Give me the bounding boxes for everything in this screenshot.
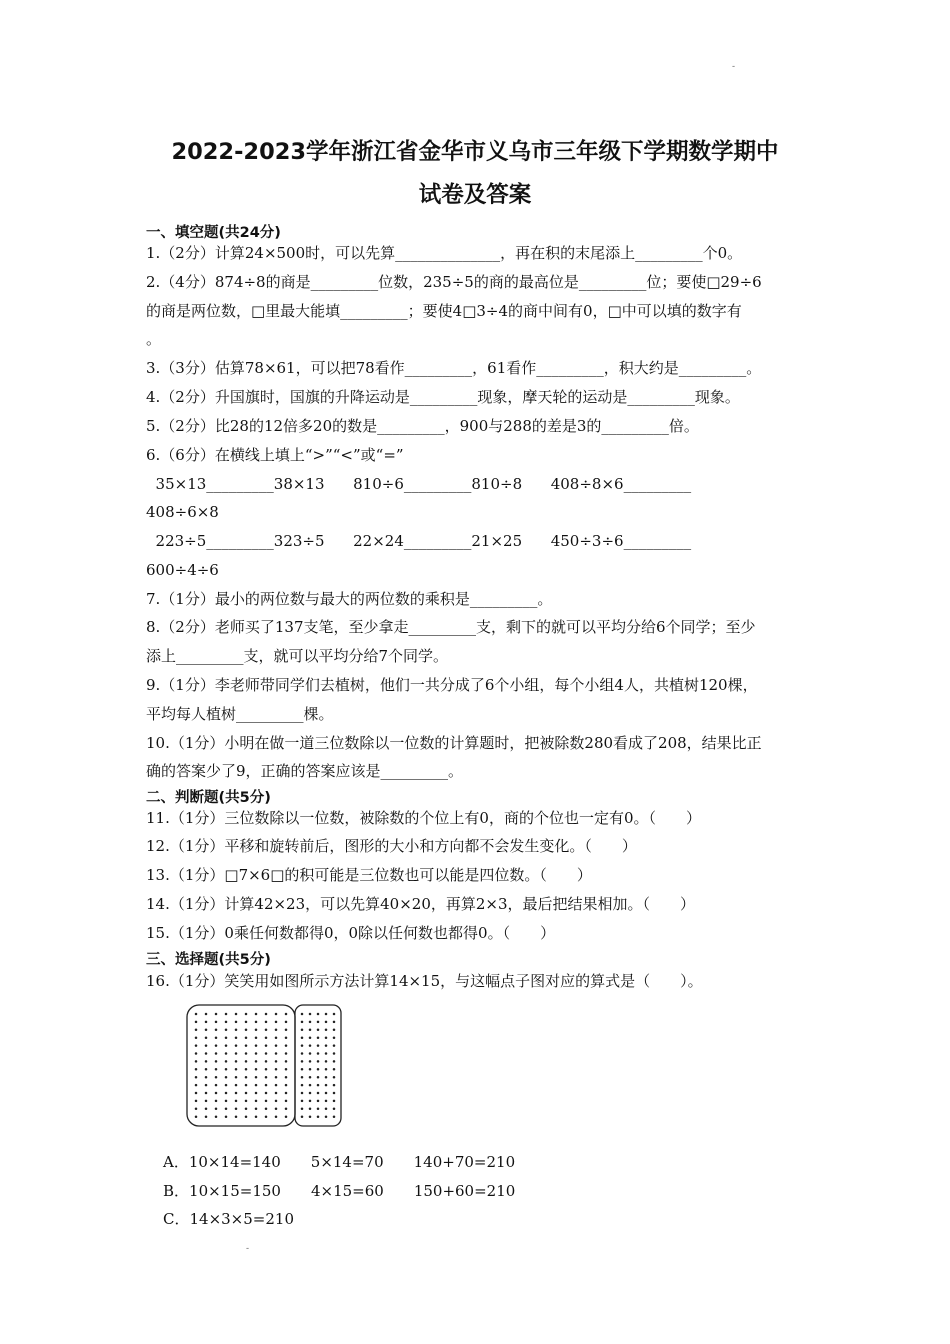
dot <box>255 1100 258 1103</box>
dot <box>235 1021 238 1024</box>
dot <box>235 1108 238 1111</box>
dot <box>215 1084 218 1087</box>
question-6: 6.（6分）在横线上填上“>”“<”或“=” <box>146 446 404 464</box>
dot <box>301 1108 304 1111</box>
dot <box>317 1100 320 1103</box>
dot <box>309 1052 312 1055</box>
dot <box>325 1060 328 1063</box>
dot <box>333 1076 336 1079</box>
dot <box>317 1029 320 1032</box>
dot <box>225 1084 228 1087</box>
dot <box>309 1108 312 1111</box>
dot <box>235 1013 238 1016</box>
dot <box>275 1068 278 1071</box>
dot <box>285 1052 288 1055</box>
dot <box>265 1029 268 1032</box>
dot <box>215 1108 218 1111</box>
dot <box>285 1029 288 1032</box>
dot <box>255 1068 258 1071</box>
dot <box>255 1029 258 1032</box>
question-12: 12.（1分）平移和旋转前后，图形的大小和方向都不会发生变化。（ ） <box>146 837 637 855</box>
dot <box>301 1076 304 1079</box>
dot <box>333 1036 336 1039</box>
dot <box>265 1092 268 1095</box>
question-4: 4.（2分）升国旗时，国旗的升降运动是_________现象，摩天轮的运动是_________现象。 <box>146 388 740 406</box>
dot <box>265 1060 268 1063</box>
dot <box>333 1115 336 1118</box>
dot <box>301 1115 304 1118</box>
dot <box>205 1068 208 1071</box>
dot <box>205 1013 208 1016</box>
dot <box>245 1029 248 1032</box>
question-10-line-1: 10.（1分）小明在做一道三位数除以一位数的计算题时，把被除数280看成了208，结果比正 <box>146 734 762 752</box>
dot <box>265 1100 268 1103</box>
dot <box>215 1013 218 1016</box>
dot <box>333 1068 336 1071</box>
title-line-2: 试卷及答案 <box>418 182 532 208</box>
dot <box>195 1013 198 1016</box>
dot <box>325 1036 328 1039</box>
question-8-line-1: 8.（2分）老师买了137支笔，至少拿走_________支，剩下的就可以平均分给6个同学；至少 <box>146 618 756 636</box>
dot <box>325 1108 328 1111</box>
section-fill-blank: 一、填空题(共24分) <box>146 225 281 241</box>
dot <box>245 1036 248 1039</box>
dot <box>275 1044 278 1047</box>
dot <box>245 1092 248 1095</box>
dot <box>215 1060 218 1063</box>
dot <box>333 1092 336 1095</box>
dot <box>205 1092 208 1095</box>
dot <box>265 1115 268 1118</box>
dot <box>325 1029 328 1032</box>
dot <box>195 1084 198 1087</box>
page-mark-bottom: - <box>246 1244 250 1254</box>
dot <box>195 1108 198 1111</box>
question-16: 16.（1分）笑笑用如图所示方法计算14×15，与这幅点子图对应的算式是（ ）。 <box>146 972 703 990</box>
dot <box>301 1052 304 1055</box>
dot <box>301 1013 304 1016</box>
dot <box>317 1084 320 1087</box>
question-15: 15.（1分）0乘任何数都得0，0除以任何数也都得0。（ ） <box>146 924 556 942</box>
dot <box>215 1029 218 1032</box>
dot-array-figure <box>185 1002 345 1128</box>
dot <box>225 1044 228 1047</box>
dot <box>235 1092 238 1095</box>
dot <box>275 1084 278 1087</box>
dot <box>285 1100 288 1103</box>
dot <box>255 1084 258 1087</box>
dot <box>225 1115 228 1118</box>
dot <box>309 1100 312 1103</box>
dot <box>325 1044 328 1047</box>
dot <box>215 1036 218 1039</box>
dot <box>195 1021 198 1024</box>
dot <box>317 1115 320 1118</box>
question-6-row-2-tail: 600÷4÷6 <box>146 561 219 579</box>
dot <box>245 1115 248 1118</box>
dot <box>245 1021 248 1024</box>
question-11: 11.（1分）三位数除以一位数，被除数的个位上有0，商的个位也一定有0。（ ） <box>146 809 701 827</box>
dot <box>215 1021 218 1024</box>
dot <box>245 1060 248 1063</box>
dot <box>265 1084 268 1087</box>
dot <box>245 1100 248 1103</box>
dot <box>225 1052 228 1055</box>
dot <box>205 1021 208 1024</box>
dot <box>301 1092 304 1095</box>
dot <box>309 1036 312 1039</box>
dot <box>255 1060 258 1063</box>
dot <box>205 1052 208 1055</box>
dot <box>235 1076 238 1079</box>
dot <box>333 1044 336 1047</box>
dot <box>215 1092 218 1095</box>
question-6-row-2: 223÷5_________323÷5 22×24_________21×25 450÷3÷6_________ <box>146 532 692 550</box>
dot <box>195 1044 198 1047</box>
question-2-line-1: 2.（4分）874÷8的商是_________位数，235÷5的商的最高位是_________位；要使□29÷6 <box>146 273 762 291</box>
dot <box>285 1021 288 1024</box>
dot <box>301 1044 304 1047</box>
dot <box>325 1076 328 1079</box>
dot <box>275 1108 278 1111</box>
dot <box>301 1084 304 1087</box>
page-mark-top: - <box>732 62 736 72</box>
dot <box>225 1013 228 1016</box>
dot <box>255 1044 258 1047</box>
dot <box>301 1060 304 1063</box>
dot <box>195 1092 198 1095</box>
dot <box>235 1084 238 1087</box>
dot <box>275 1052 278 1055</box>
question-9-line-1: 9.（1分）李老师带同学们去植树，他们一共分成了6个小组，每个小组4人，共植树120棵， <box>146 676 758 694</box>
dot <box>215 1100 218 1103</box>
option-b: B．10×15=150 4×15=60 150+60=210 <box>163 1182 516 1200</box>
dot <box>301 1021 304 1024</box>
dot <box>333 1108 336 1111</box>
dot <box>317 1108 320 1111</box>
question-5: 5.（2分）比28的12倍多20的数是_________，900与288的差是3的_________倍。 <box>146 417 699 435</box>
dot <box>195 1029 198 1032</box>
dot <box>309 1084 312 1087</box>
question-14: 14.（1分）计算42×23，可以先算40×20，再算2×3，最后把结果相加。（ ） <box>146 895 696 913</box>
dot <box>265 1108 268 1111</box>
dot <box>225 1092 228 1095</box>
option-c: C．14×3×5=210 <box>163 1210 294 1228</box>
dot <box>285 1084 288 1087</box>
dot <box>205 1115 208 1118</box>
question-6-row-1-tail: 408÷6×8 <box>146 503 219 521</box>
question-3: 3.（3分）估算78×61，可以把78看作_________，61看作_________，积大约是_________。 <box>146 359 762 377</box>
dot <box>317 1092 320 1095</box>
dot <box>317 1013 320 1016</box>
dot <box>235 1115 238 1118</box>
dot <box>215 1052 218 1055</box>
dot <box>235 1100 238 1103</box>
dot <box>333 1029 336 1032</box>
dot <box>255 1092 258 1095</box>
dot <box>205 1060 208 1063</box>
dot <box>265 1052 268 1055</box>
dot <box>285 1044 288 1047</box>
dot <box>285 1108 288 1111</box>
question-6-row-1: 35×13_________38×13 810÷6_________810÷8 408÷8×6_________ <box>146 475 692 493</box>
dot <box>255 1115 258 1118</box>
dot <box>215 1068 218 1071</box>
dot <box>225 1076 228 1079</box>
dot <box>235 1036 238 1039</box>
dot <box>235 1029 238 1032</box>
dot <box>205 1036 208 1039</box>
dot <box>309 1044 312 1047</box>
dot <box>255 1036 258 1039</box>
dot <box>325 1084 328 1087</box>
dot <box>325 1100 328 1103</box>
dot <box>325 1021 328 1024</box>
dot <box>265 1076 268 1079</box>
dot <box>285 1060 288 1063</box>
dot <box>333 1084 336 1087</box>
dot <box>225 1021 228 1024</box>
dot <box>309 1068 312 1071</box>
dot <box>317 1068 320 1071</box>
dot <box>317 1052 320 1055</box>
dot <box>317 1044 320 1047</box>
dot <box>285 1115 288 1118</box>
dot <box>333 1052 336 1055</box>
dot <box>245 1108 248 1111</box>
dot <box>215 1076 218 1079</box>
question-10-line-2: 确的答案少了9，正确的答案应该是_________。 <box>146 762 464 780</box>
dot <box>225 1068 228 1071</box>
question-1: 1.（2分）计算24×500时，可以先算______________，再在积的末尾添上_________个0。 <box>146 244 743 262</box>
dot <box>245 1013 248 1016</box>
dot <box>205 1044 208 1047</box>
dot <box>317 1060 320 1063</box>
dot-group-left <box>195 1013 288 1118</box>
dot <box>285 1068 288 1071</box>
dot <box>275 1115 278 1118</box>
dot <box>225 1100 228 1103</box>
dot <box>245 1076 248 1079</box>
dot <box>285 1076 288 1079</box>
dot-group-right <box>301 1013 336 1118</box>
dot <box>265 1044 268 1047</box>
dot <box>309 1013 312 1016</box>
dot <box>205 1108 208 1111</box>
dot <box>275 1092 278 1095</box>
dot <box>325 1052 328 1055</box>
dot <box>309 1092 312 1095</box>
dot <box>235 1044 238 1047</box>
dot <box>309 1115 312 1118</box>
dot <box>255 1076 258 1079</box>
dot <box>275 1036 278 1039</box>
dot <box>333 1100 336 1103</box>
dot <box>235 1060 238 1063</box>
dot <box>205 1100 208 1103</box>
dot <box>195 1100 198 1103</box>
dot <box>225 1029 228 1032</box>
dot <box>309 1029 312 1032</box>
dot <box>195 1068 198 1071</box>
dot <box>235 1052 238 1055</box>
dot <box>333 1013 336 1016</box>
title-line-1: 2022-2023学年浙江省金华市义乌市三年级下学期数学期中 <box>171 139 779 165</box>
dot <box>301 1068 304 1071</box>
dot <box>195 1115 198 1118</box>
dot <box>205 1029 208 1032</box>
dot <box>309 1076 312 1079</box>
dot <box>265 1036 268 1039</box>
dot <box>255 1021 258 1024</box>
dot <box>225 1036 228 1039</box>
dot <box>317 1036 320 1039</box>
section-multiple-choice: 三、选择题(共5分) <box>146 952 271 968</box>
question-13: 13.（1分）□7×6□的积可能是三位数也可以能是四位数。（ ） <box>146 866 592 884</box>
dot <box>195 1052 198 1055</box>
dot <box>265 1013 268 1016</box>
dot-group-left-outline <box>187 1005 295 1126</box>
dot <box>255 1052 258 1055</box>
dot <box>245 1084 248 1087</box>
dot <box>215 1044 218 1047</box>
dot <box>225 1108 228 1111</box>
question-2-line-3: 。 <box>146 330 162 348</box>
dot <box>301 1100 304 1103</box>
section-true-false: 二、判断题(共5分) <box>146 790 271 806</box>
dot <box>275 1060 278 1063</box>
dot <box>245 1044 248 1047</box>
dot <box>225 1060 228 1063</box>
dot <box>275 1021 278 1024</box>
dot <box>205 1084 208 1087</box>
dot <box>255 1013 258 1016</box>
dot <box>195 1036 198 1039</box>
dot <box>309 1060 312 1063</box>
dot <box>195 1076 198 1079</box>
dot <box>333 1060 336 1063</box>
dot <box>275 1076 278 1079</box>
dot <box>265 1021 268 1024</box>
dot <box>325 1013 328 1016</box>
dot <box>325 1068 328 1071</box>
dot <box>275 1029 278 1032</box>
dot <box>301 1036 304 1039</box>
question-2-line-2: 的商是两位数，□里最大能填_________；要使4□3÷4的商中间有0，□中可以填的数字有 <box>146 302 742 320</box>
dot <box>215 1115 218 1118</box>
dot <box>285 1092 288 1095</box>
dot <box>325 1115 328 1118</box>
dot <box>275 1100 278 1103</box>
dot <box>301 1029 304 1032</box>
question-7: 7.（1分）最小的两位数与最大的两位数的乘积是_________。 <box>146 590 553 608</box>
dot <box>245 1068 248 1071</box>
dot <box>309 1021 312 1024</box>
dot <box>275 1013 278 1016</box>
option-a: A．10×14=140 5×14=70 140+70=210 <box>163 1153 516 1171</box>
dot <box>317 1076 320 1079</box>
dot <box>245 1052 248 1055</box>
dot <box>285 1013 288 1016</box>
dot <box>235 1068 238 1071</box>
dot <box>255 1108 258 1111</box>
dot <box>333 1021 336 1024</box>
question-9-line-2: 平均每人植树_________棵。 <box>146 705 334 723</box>
dot <box>205 1076 208 1079</box>
dot <box>265 1068 268 1071</box>
dot <box>195 1060 198 1063</box>
question-8-line-2: 添上_________支，就可以平均分给7个同学。 <box>146 647 449 665</box>
dot <box>325 1092 328 1095</box>
dot <box>317 1021 320 1024</box>
dot <box>285 1036 288 1039</box>
